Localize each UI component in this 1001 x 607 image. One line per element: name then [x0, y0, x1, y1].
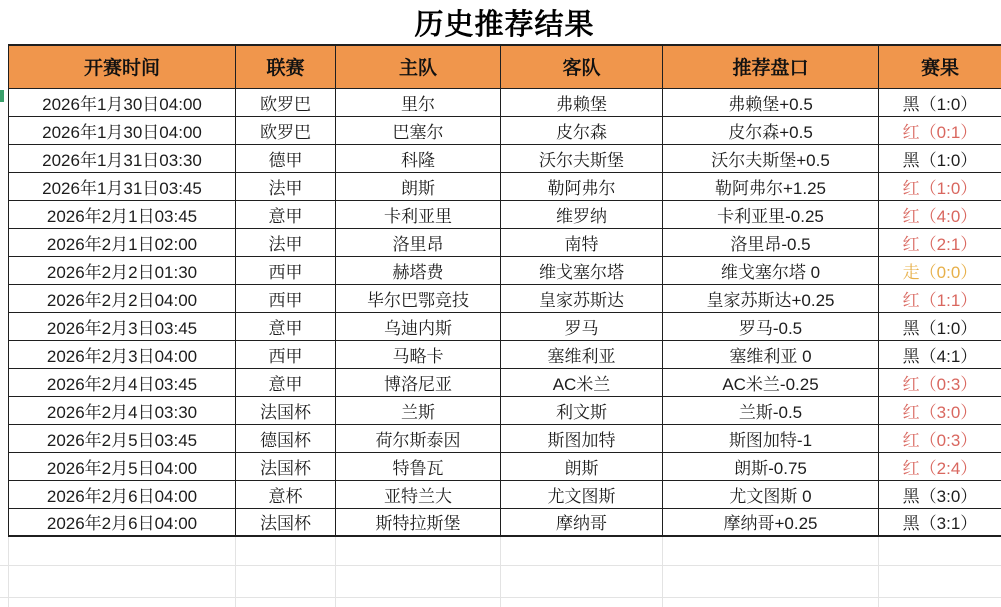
cell-home[interactable]: 赫塔费 — [336, 256, 501, 284]
cell-result[interactable]: 红（2:4） — [879, 452, 1001, 480]
cell-away[interactable]: 摩纳哥 — [501, 508, 663, 536]
cell-away[interactable]: 塞维利亚 — [501, 340, 663, 368]
table-row — [9, 228, 1001, 256]
column-header-result[interactable]: 赛果 — [879, 45, 1001, 88]
cell-time[interactable]: 2026年1月31日03:45 — [9, 172, 236, 200]
header-row — [9, 45, 1001, 88]
cell-home[interactable]: 乌迪内斯 — [336, 312, 501, 340]
cell-league[interactable]: 德国杯 — [236, 424, 336, 452]
row-indicator-mark — [0, 90, 4, 102]
cell-league[interactable]: 意甲 — [236, 368, 336, 396]
cell-away[interactable]: 尤文图斯 — [501, 480, 663, 508]
cell-league[interactable]: 西甲 — [236, 340, 336, 368]
cell-league[interactable]: 法国杯 — [236, 396, 336, 424]
cell-away[interactable]: 弗赖堡 — [501, 88, 663, 116]
cell-time[interactable]: 2026年2月1日02:00 — [9, 228, 236, 256]
results-table — [8, 44, 1001, 537]
cell-handicap[interactable]: AC米兰-0.25 — [663, 368, 879, 396]
table-row — [9, 172, 1001, 200]
cell-league[interactable]: 法国杯 — [236, 452, 336, 480]
cell-handicap[interactable]: 塞维利亚 0 — [663, 340, 879, 368]
cell-away[interactable]: 勒阿弗尔 — [501, 172, 663, 200]
column-header-handicap[interactable]: 推荐盘口 — [663, 45, 879, 88]
grid-line-horizontal — [0, 597, 1001, 598]
cell-home[interactable]: 斯特拉斯堡 — [336, 508, 501, 536]
table-row — [9, 284, 1001, 312]
cell-time[interactable]: 2026年2月1日03:45 — [9, 200, 236, 228]
cell-handicap[interactable]: 皮尔森+0.5 — [663, 116, 879, 144]
page-title: 历史推荐结果 — [414, 8, 595, 41]
cell-home[interactable]: 毕尔巴鄂竞技 — [336, 284, 501, 312]
cell-away[interactable]: 朗斯 — [501, 452, 663, 480]
cell-result[interactable]: 红（0:1） — [879, 116, 1001, 144]
cell-home[interactable]: 马略卡 — [336, 340, 501, 368]
cell-time[interactable]: 2026年2月6日04:00 — [9, 480, 236, 508]
cell-result[interactable]: 黑（1:0） — [879, 312, 1001, 340]
cell-league[interactable]: 意甲 — [236, 200, 336, 228]
table-row — [9, 144, 1001, 172]
cell-league[interactable]: 西甲 — [236, 284, 336, 312]
cell-away[interactable]: 斯图加特 — [501, 424, 663, 452]
cell-result[interactable]: 黑（3:1） — [879, 508, 1001, 536]
cell-home[interactable]: 兰斯 — [336, 396, 501, 424]
cell-result[interactable]: 红（0:3） — [879, 368, 1001, 396]
table-row — [9, 424, 1001, 452]
cell-league[interactable]: 意甲 — [236, 312, 336, 340]
cell-away[interactable]: 维罗纳 — [501, 200, 663, 228]
cell-result[interactable]: 黑（1:0） — [879, 144, 1001, 172]
cell-away[interactable]: 维戈塞尔塔 — [501, 256, 663, 284]
cell-away[interactable]: 罗马 — [501, 312, 663, 340]
cell-result[interactable]: 红（3:0） — [879, 396, 1001, 424]
cell-league[interactable]: 西甲 — [236, 256, 336, 284]
table-row — [9, 452, 1001, 480]
cell-league[interactable]: 欧罗巴 — [236, 116, 336, 144]
cell-home[interactable]: 特鲁瓦 — [336, 452, 501, 480]
cell-handicap[interactable]: 罗马-0.5 — [663, 312, 879, 340]
cell-away[interactable]: 南特 — [501, 228, 663, 256]
grid-line-horizontal — [0, 565, 1001, 566]
cell-time[interactable]: 2026年2月2日04:00 — [9, 284, 236, 312]
table-row — [9, 480, 1001, 508]
cell-away[interactable]: AC米兰 — [501, 368, 663, 396]
cell-handicap[interactable]: 弗赖堡+0.5 — [663, 88, 879, 116]
cell-home[interactable]: 巴塞尔 — [336, 116, 501, 144]
cell-away[interactable]: 皮尔森 — [501, 116, 663, 144]
table-row — [9, 368, 1001, 396]
cell-time[interactable]: 2026年1月30日04:00 — [9, 88, 236, 116]
cell-away[interactable]: 沃尔夫斯堡 — [501, 144, 663, 172]
cell-home[interactable]: 里尔 — [336, 88, 501, 116]
table-row — [9, 396, 1001, 424]
cell-time[interactable]: 2026年2月2日01:30 — [9, 256, 236, 284]
cell-home[interactable]: 卡利亚里 — [336, 200, 501, 228]
cell-time[interactable]: 2026年2月4日03:45 — [9, 368, 236, 396]
table-header — [9, 45, 1001, 88]
cell-time[interactable]: 2026年2月4日03:30 — [9, 396, 236, 424]
cell-time[interactable]: 2026年2月5日03:45 — [9, 424, 236, 452]
cell-home[interactable]: 科隆 — [336, 144, 501, 172]
cell-time[interactable]: 2026年1月30日04:00 — [9, 116, 236, 144]
cell-result[interactable]: 红（1:1） — [879, 284, 1001, 312]
table-row — [9, 116, 1001, 144]
column-header-home[interactable]: 主队 — [336, 45, 501, 88]
cell-home[interactable]: 朗斯 — [336, 172, 501, 200]
cell-result[interactable]: 黑（3:0） — [879, 480, 1001, 508]
cell-league[interactable]: 法甲 — [236, 228, 336, 256]
cell-away[interactable]: 利文斯 — [501, 396, 663, 424]
cell-result[interactable]: 红（0:3） — [879, 424, 1001, 452]
cell-league[interactable]: 法国杯 — [236, 508, 336, 536]
cell-time[interactable]: 2026年2月3日03:45 — [9, 312, 236, 340]
cell-league[interactable]: 欧罗巴 — [236, 88, 336, 116]
table-row — [9, 256, 1001, 284]
cell-result[interactable]: 走（0:0） — [879, 256, 1001, 284]
cell-result[interactable]: 黑（4:1） — [879, 340, 1001, 368]
cell-result[interactable]: 红（4:0） — [879, 200, 1001, 228]
cell-handicap[interactable]: 沃尔夫斯堡+0.5 — [663, 144, 879, 172]
cell-league[interactable]: 德甲 — [236, 144, 336, 172]
cell-handicap[interactable]: 勒阿弗尔+1.25 — [663, 172, 879, 200]
column-header-league[interactable]: 联赛 — [236, 45, 336, 88]
table-body — [9, 88, 1001, 536]
cell-time[interactable]: 2026年2月6日04:00 — [9, 508, 236, 536]
cell-home[interactable]: 荷尔斯泰因 — [336, 424, 501, 452]
cell-home[interactable]: 博洛尼亚 — [336, 368, 501, 396]
cell-handicap[interactable]: 朗斯-0.75 — [663, 452, 879, 480]
cell-handicap[interactable]: 尤文图斯 0 — [663, 480, 879, 508]
table-row — [9, 340, 1001, 368]
cell-result[interactable]: 红（2:1） — [879, 228, 1001, 256]
column-header-time[interactable]: 开赛时间 — [9, 45, 236, 88]
cell-league[interactable]: 意杯 — [236, 480, 336, 508]
table-row — [9, 88, 1001, 116]
cell-time[interactable]: 2026年2月5日04:00 — [9, 452, 236, 480]
cell-home[interactable]: 洛里昂 — [336, 228, 501, 256]
cell-result[interactable]: 黑（1:0） — [879, 88, 1001, 116]
cell-handicap[interactable]: 皇家苏斯达+0.25 — [663, 284, 879, 312]
cell-league[interactable]: 法甲 — [236, 172, 336, 200]
cell-handicap[interactable]: 斯图加特-1 — [663, 424, 879, 452]
cell-handicap[interactable]: 维戈塞尔塔 0 — [663, 256, 879, 284]
cell-handicap[interactable]: 摩纳哥+0.25 — [663, 508, 879, 536]
table-row — [9, 200, 1001, 228]
table-row — [9, 508, 1001, 536]
cell-time[interactable]: 2026年2月3日04:00 — [9, 340, 236, 368]
cell-home[interactable]: 亚特兰大 — [336, 480, 501, 508]
cell-away[interactable]: 皇家苏斯达 — [501, 284, 663, 312]
cell-handicap[interactable]: 洛里昂-0.5 — [663, 228, 879, 256]
table-row — [9, 312, 1001, 340]
cell-result[interactable]: 红（1:0） — [879, 172, 1001, 200]
cell-handicap[interactable]: 兰斯-0.5 — [663, 396, 879, 424]
column-header-away[interactable]: 客队 — [501, 45, 663, 88]
cell-handicap[interactable]: 卡利亚里-0.25 — [663, 200, 879, 228]
cell-time[interactable]: 2026年1月31日03:30 — [9, 144, 236, 172]
